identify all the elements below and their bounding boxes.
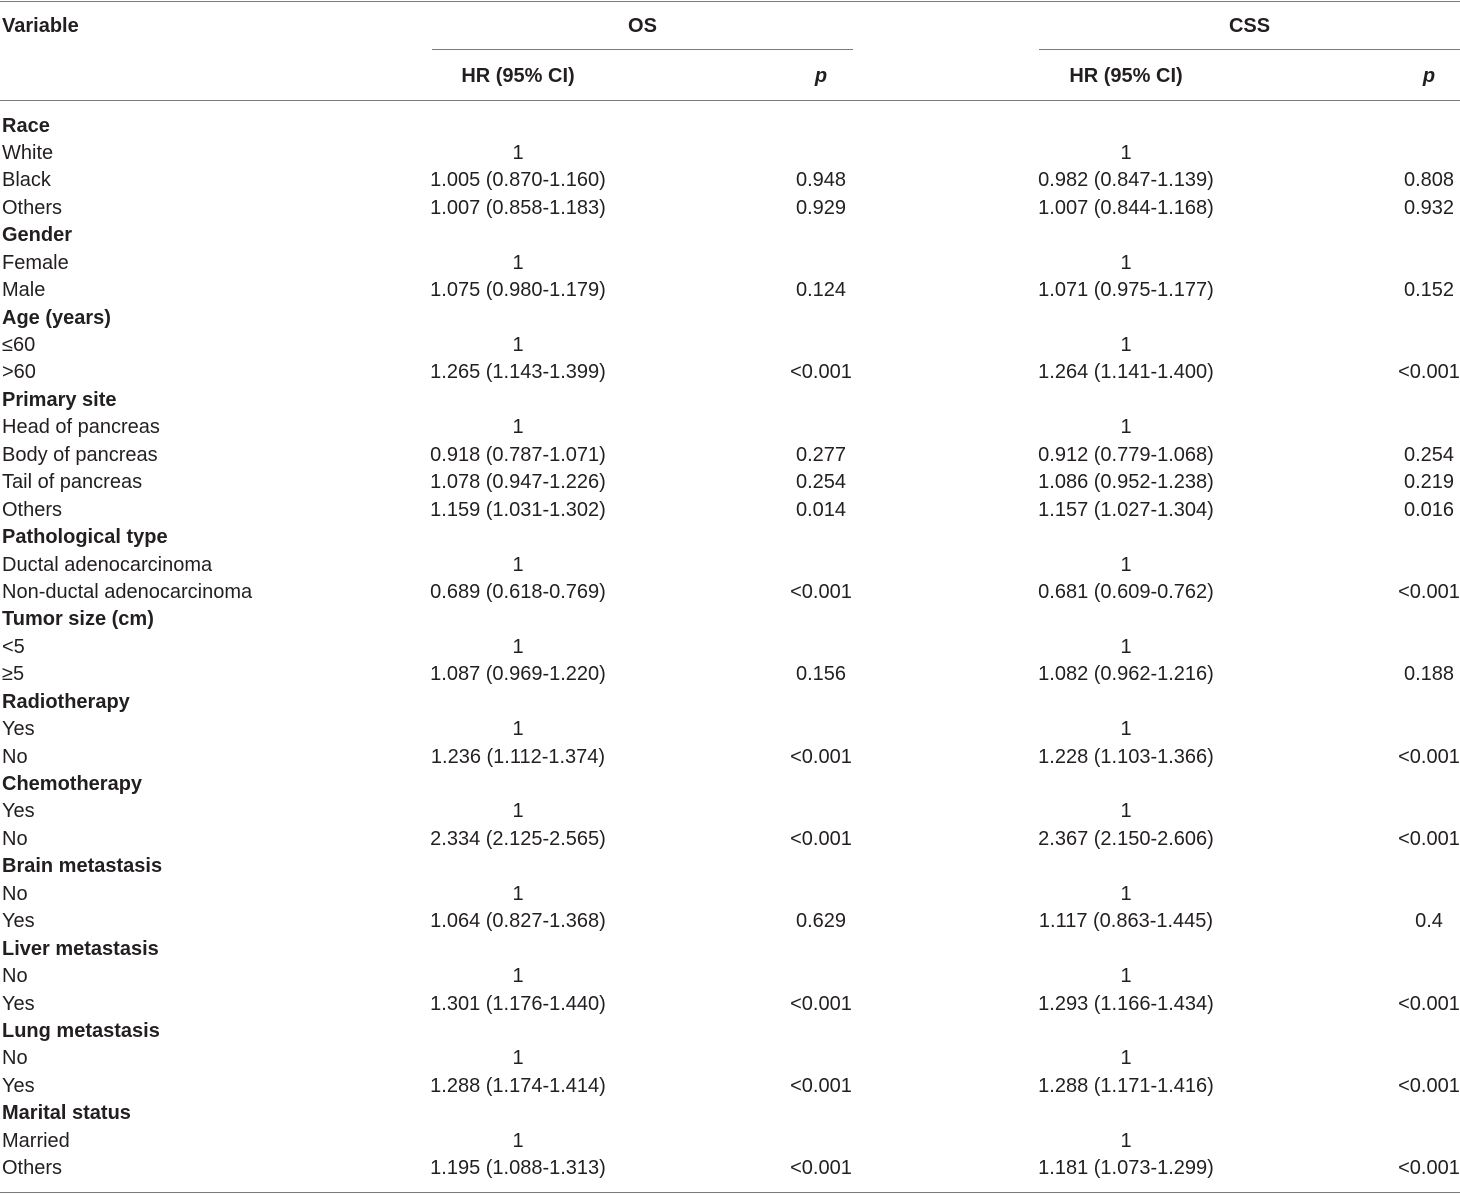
row-os-p: <0.001: [790, 992, 852, 1015]
row-css-hr: 1: [1120, 965, 1132, 988]
row-variable: Others: [2, 498, 63, 521]
row-os-hr: 1: [512, 334, 524, 356]
os-p-column-header: p: [814, 65, 828, 87]
row-css-hr: 1: [1120, 1129, 1132, 1152]
row-css-hr: 1.007 (0.844-1.168): [1038, 196, 1214, 219]
row-variable: Body of pancreas: [2, 443, 158, 466]
row-css-hr: 1.288 (1.171-1.416): [1038, 1074, 1214, 1097]
row-os-hr: 1: [512, 718, 524, 741]
os-group-header: OS: [628, 15, 657, 37]
row-os-hr: 1: [512, 882, 524, 905]
table-row: [0, 277, 1460, 304]
row-os-hr: 1.265 (1.143-1.399): [430, 361, 606, 384]
row-css-hr: 1: [1120, 1047, 1132, 1070]
group-header-row: [0, 1018, 1460, 1045]
row-os-hr: 1: [512, 141, 524, 164]
group-header-row: [0, 113, 1460, 140]
row-css-hr: 0.982 (0.847-1.139): [1038, 169, 1214, 192]
row-css-hr: 1: [1120, 251, 1132, 274]
row-os-p: 0.277: [795, 443, 847, 466]
row-variable: Ductal adenocarcinoma: [2, 553, 213, 576]
row-os-hr: 1.087 (0.969-1.220): [430, 663, 606, 686]
row-css-hr: 0.912 (0.779-1.068): [1038, 443, 1214, 466]
row-variable: No: [2, 827, 28, 850]
row-variable: Primary site: [2, 388, 117, 411]
row-css-hr: 1.086 (0.952-1.238): [1038, 471, 1214, 494]
header-bottom-rule: [0, 100, 1460, 101]
row-css-p: <0.001: [1398, 580, 1460, 603]
table-row: [0, 140, 1460, 167]
css-p-column-header: p: [1422, 65, 1436, 87]
table-row: [0, 1155, 1460, 1182]
row-os-hr: 0.918 (0.787-1.071): [430, 443, 606, 466]
row-os-hr: 1.075 (0.980-1.179): [430, 279, 606, 302]
row-css-hr: 1.181 (1.073-1.299): [1038, 1157, 1214, 1180]
row-css-p: <0.001: [1398, 827, 1460, 850]
row-variable: Yes: [2, 1074, 35, 1097]
row-os-p: <0.001: [790, 1157, 852, 1180]
css-header-span-rule: [1039, 49, 1460, 50]
group-header-row: [0, 305, 1460, 332]
row-os-p: 0.629: [795, 910, 847, 933]
row-variable: Marital status: [2, 1102, 131, 1125]
row-css-p: <0.001: [1398, 1157, 1460, 1180]
row-os-hr: 1.005 (0.870-1.160): [430, 169, 606, 192]
row-os-hr: 1: [512, 1047, 524, 1070]
row-css-hr: 1.293 (1.166-1.434): [1038, 992, 1214, 1015]
table-row: [0, 250, 1460, 277]
row-variable: Lung metastasis: [2, 1019, 160, 1042]
row-variable: No: [2, 965, 28, 988]
os-header-span-rule: [432, 49, 853, 50]
row-css-hr: 1.228 (1.103-1.366): [1038, 745, 1214, 768]
table-row: [0, 908, 1460, 935]
row-os-hr: 1.236 (1.112-1.374): [430, 745, 606, 768]
table-row: [0, 442, 1460, 469]
group-header-row: [0, 689, 1460, 716]
row-os-hr: 1.064 (0.827-1.368): [430, 910, 606, 933]
css-group-header: CSS: [1228, 15, 1271, 37]
row-css-p: 0.016: [1403, 498, 1455, 521]
row-css-hr: 1: [1120, 882, 1132, 905]
row-css-hr: 2.367 (2.150-2.606): [1038, 827, 1214, 850]
row-variable: Chemotherapy: [2, 773, 143, 795]
row-variable: >60: [2, 361, 36, 384]
row-css-hr: 1.157 (1.027-1.304): [1038, 498, 1214, 521]
table-body: [0, 113, 1460, 1183]
row-os-hr: 1: [512, 416, 524, 439]
row-variable: Yes: [2, 800, 35, 823]
row-variable: <5: [2, 635, 25, 658]
row-variable: Married: [2, 1129, 70, 1152]
group-header-row: [0, 936, 1460, 963]
row-variable: Tumor size (cm): [2, 608, 154, 631]
row-css-p: 0.219: [1403, 471, 1455, 494]
row-os-hr: 1: [512, 800, 524, 823]
row-variable: ≤60: [2, 334, 36, 356]
table-row: [0, 497, 1460, 524]
row-variable: Radiotherapy: [2, 690, 130, 713]
row-css-hr: 1: [1120, 141, 1132, 164]
row-css-p: 0.932: [1403, 196, 1455, 219]
row-variable: Yes: [2, 718, 35, 741]
row-os-hr: 1.078 (0.947-1.226): [430, 471, 606, 494]
row-css-p: <0.001: [1398, 745, 1460, 768]
row-os-hr: 0.689 (0.618-0.769): [430, 580, 606, 603]
group-header-row: [0, 606, 1460, 633]
table-row: [0, 1045, 1460, 1072]
table-bottom-rule: [0, 1192, 1460, 1193]
group-header-row: [0, 1100, 1460, 1127]
row-os-p: 0.948: [795, 169, 847, 192]
row-os-hr: 1: [512, 965, 524, 988]
row-variable: No: [2, 882, 28, 905]
table-row: [0, 579, 1460, 606]
row-variable: Age (years): [2, 306, 111, 329]
row-os-p: 0.014: [795, 498, 847, 521]
row-os-p: 0.929: [795, 196, 847, 219]
row-variable: Others: [2, 196, 63, 219]
row-variable: Black: [2, 169, 51, 192]
table-top-rule: [0, 1, 1460, 2]
row-variable: Tail of pancreas: [2, 471, 143, 494]
row-css-p: <0.001: [1398, 1074, 1460, 1097]
row-variable: Male: [2, 279, 46, 302]
row-os-hr: 1: [512, 251, 524, 274]
row-variable: Gender: [2, 224, 73, 247]
row-variable: Female: [2, 251, 69, 274]
row-os-p: 0.254: [795, 471, 847, 494]
os-hr-column-header: HR (95% CI): [461, 65, 575, 87]
table-row: [0, 359, 1460, 386]
row-os-hr: 1.195 (1.088-1.313): [430, 1157, 606, 1180]
row-css-p: 0.188: [1403, 663, 1455, 686]
row-variable: ≥5: [2, 663, 25, 686]
row-css-p: <0.001: [1398, 992, 1460, 1015]
row-css-hr: 1.264 (1.141-1.400): [1038, 361, 1214, 384]
row-os-hr: 2.334 (2.125-2.565): [430, 827, 606, 850]
row-css-p: <0.001: [1398, 361, 1460, 384]
table-row: [0, 798, 1460, 825]
table-row: [0, 881, 1460, 908]
row-css-hr: 1: [1120, 800, 1132, 823]
row-os-p: 0.124: [795, 279, 847, 302]
row-variable: Head of pancreas: [2, 416, 160, 439]
row-variable: Others: [2, 1157, 63, 1180]
row-os-p: <0.001: [790, 580, 852, 603]
table-row: [0, 469, 1460, 496]
row-css-hr: 1: [1120, 334, 1132, 356]
table-row: [0, 552, 1460, 579]
table-row: [0, 1073, 1460, 1100]
row-css-hr: 1: [1120, 635, 1132, 658]
row-css-p: 0.808: [1403, 169, 1455, 192]
table-row: [0, 991, 1460, 1018]
row-os-hr: 1: [512, 1129, 524, 1152]
row-variable: Liver metastasis: [2, 937, 159, 960]
table-row: [0, 332, 1460, 359]
row-variable: Yes: [2, 992, 35, 1015]
row-os-hr: 1.007 (0.858-1.183): [430, 196, 606, 219]
row-os-hr: 1.288 (1.174-1.414): [430, 1074, 606, 1097]
table-row: [0, 1128, 1460, 1155]
group-header-row: [0, 387, 1460, 414]
table-row: [0, 167, 1460, 194]
row-css-p: 0.152: [1403, 279, 1455, 302]
table-row: [0, 826, 1460, 853]
row-variable: White: [2, 141, 54, 164]
table-row: [0, 744, 1460, 771]
row-os-p: <0.001: [790, 361, 852, 384]
group-header-row: [0, 524, 1460, 551]
row-variable: Race: [2, 114, 50, 137]
row-os-p: <0.001: [790, 1074, 852, 1097]
row-css-hr: 1.082 (0.962-1.216): [1038, 663, 1214, 686]
row-variable: Brain metastasis: [2, 855, 163, 878]
row-variable: Non-ductal adenocarcinoma: [2, 580, 253, 603]
group-header-row: [0, 222, 1460, 249]
row-os-p: 0.156: [795, 663, 847, 686]
row-os-hr: 1.301 (1.176-1.440): [430, 992, 606, 1015]
row-css-hr: 1: [1120, 416, 1132, 439]
css-hr-column-header: HR (95% CI): [1069, 65, 1183, 87]
table-row: [0, 661, 1460, 688]
row-css-p: 0.4: [1415, 910, 1443, 933]
row-os-hr: 1: [512, 553, 524, 576]
row-os-hr: 1: [512, 635, 524, 658]
row-variable: Pathological type: [2, 526, 168, 549]
row-css-hr: 1: [1120, 553, 1132, 576]
table-row: [0, 963, 1460, 990]
row-os-hr: 1.159 (1.031-1.302): [430, 498, 606, 521]
group-header-row: [0, 853, 1460, 880]
row-css-p: 0.254: [1403, 443, 1455, 466]
row-os-p: <0.001: [790, 827, 852, 850]
row-css-hr: 1.117 (0.863-1.445): [1038, 910, 1214, 933]
table-row: [0, 195, 1460, 222]
table-row: [0, 634, 1460, 661]
variable-column-header: Variable: [2, 15, 79, 37]
table-row: [0, 716, 1460, 743]
row-variable: No: [2, 1047, 28, 1070]
row-css-hr: 1.071 (0.975-1.177): [1038, 279, 1214, 302]
table-row: [0, 414, 1460, 441]
row-css-hr: 1: [1120, 718, 1132, 741]
row-css-hr: 0.681 (0.609-0.762): [1038, 580, 1214, 603]
row-variable: No: [2, 745, 28, 768]
row-variable: Yes: [2, 910, 35, 933]
group-header-row: [0, 771, 1460, 798]
row-os-p: <0.001: [790, 745, 852, 768]
